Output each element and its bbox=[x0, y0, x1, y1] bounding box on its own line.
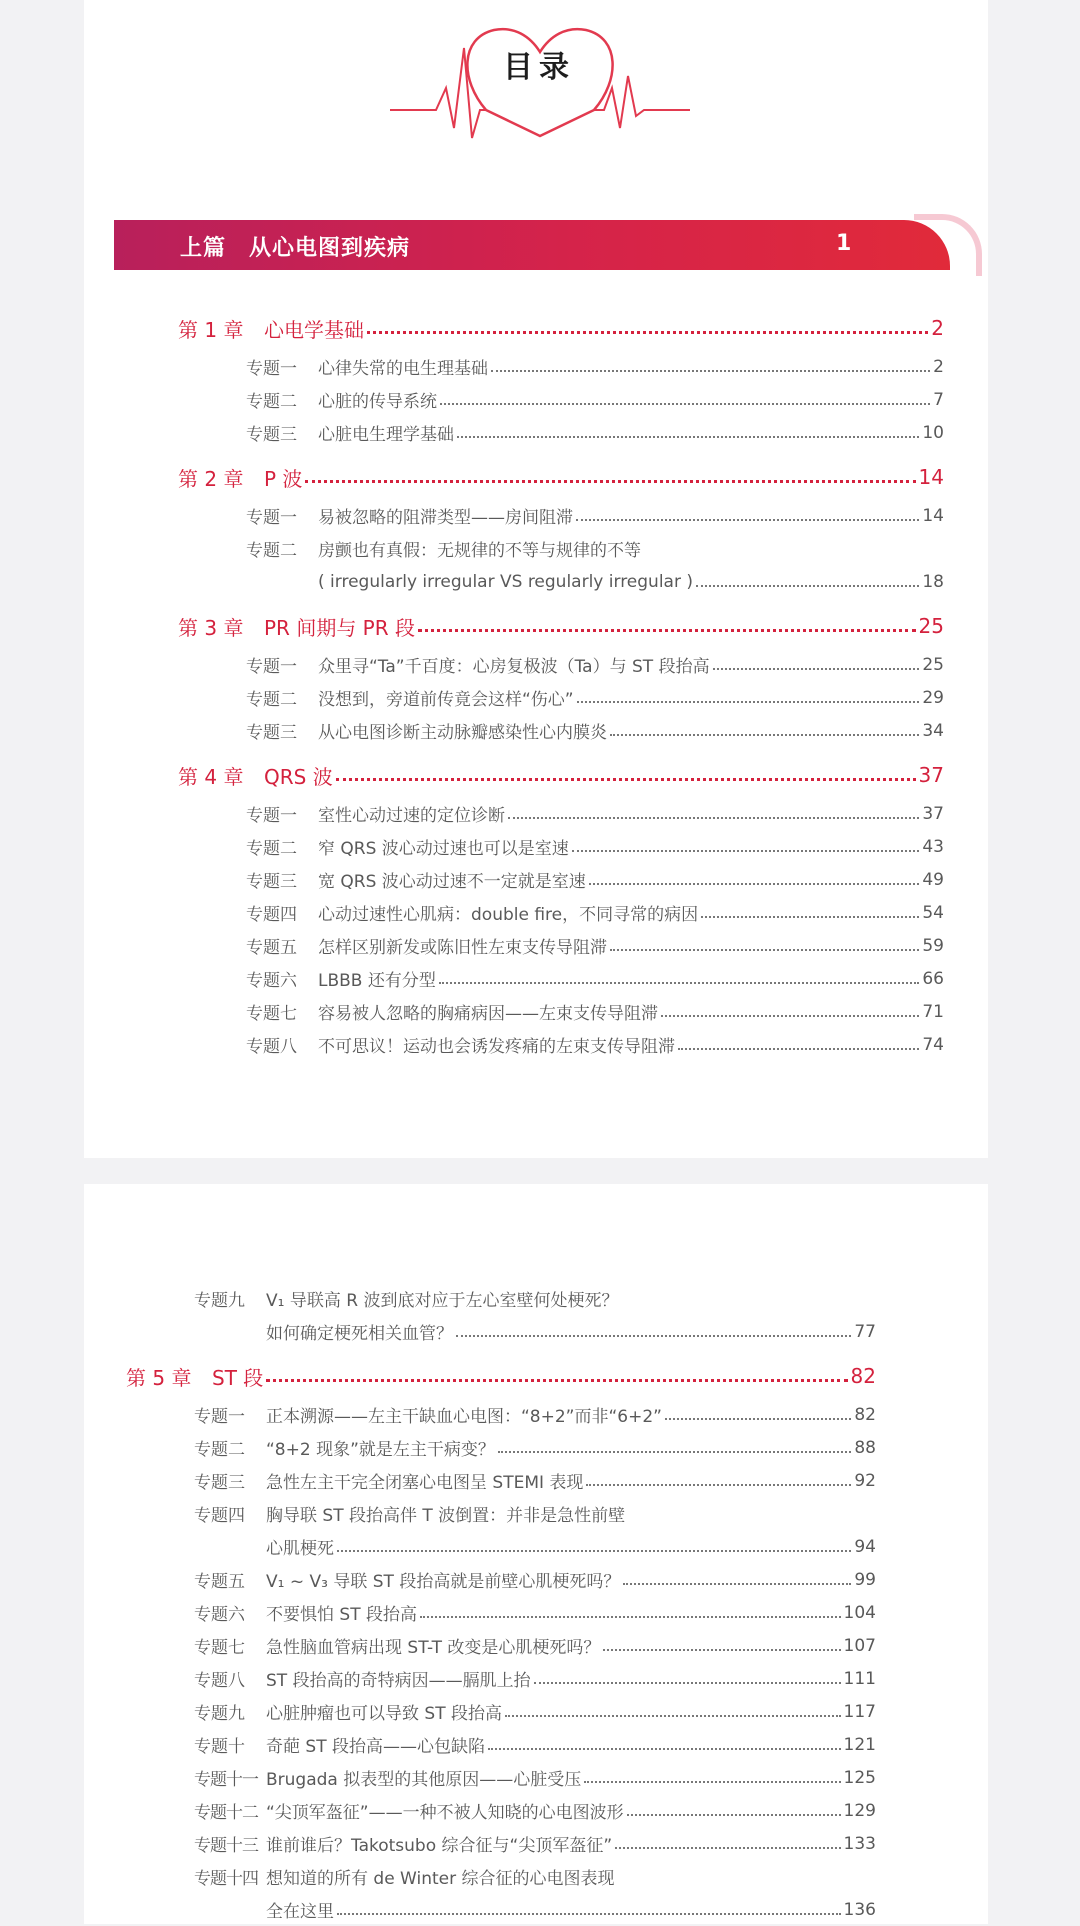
leader-dots bbox=[623, 1583, 851, 1585]
topic-number: 专题二 bbox=[246, 690, 297, 710]
topic-title: 急性左主干完全闭塞心电图呈 STEMI 表现 bbox=[266, 1473, 584, 1493]
leader-dots bbox=[665, 1418, 851, 1420]
page-number: 59 bbox=[922, 935, 944, 956]
toc-topic-row[interactable] bbox=[126, 1431, 876, 1464]
leader-dots bbox=[696, 585, 919, 587]
leader-dots bbox=[589, 883, 920, 885]
page-number: 34 bbox=[922, 720, 944, 741]
toc-topic-row[interactable] bbox=[126, 1629, 876, 1662]
topic-title: 正本溯源——左主干缺血心电图：“8+2”而非“6+2” bbox=[266, 1407, 662, 1427]
toc-chapter-row[interactable] bbox=[178, 753, 944, 797]
topic-number: 专题三 bbox=[246, 425, 297, 445]
topic-title: 易被忽略的阻滞类型——房间阻滞 bbox=[318, 508, 573, 528]
leader-dots bbox=[367, 331, 928, 334]
chapter-title: 心电学基础 bbox=[264, 317, 364, 342]
topic-title: V₁ 导联高 R 波到底对应于左心室壁何处梗死？ bbox=[266, 1291, 619, 1311]
topic-number: 专题八 bbox=[194, 1671, 245, 1691]
page-number: 107 bbox=[843, 1635, 876, 1656]
toc-topic-row[interactable] bbox=[178, 714, 944, 747]
toc-topic-row[interactable] bbox=[178, 830, 944, 863]
page-number: 37 bbox=[922, 803, 944, 824]
toc-topic-row[interactable] bbox=[178, 532, 944, 565]
chapter-title: QRS 波 bbox=[264, 764, 333, 789]
leader-dots bbox=[586, 1484, 851, 1486]
toc-topic-row[interactable] bbox=[178, 681, 944, 714]
page-number: 7 bbox=[933, 389, 944, 410]
chapter-title: ST 段 bbox=[212, 1365, 264, 1390]
chapter-number: 第 1 章 bbox=[178, 317, 244, 342]
topic-number: 专题一 bbox=[246, 806, 297, 826]
page-number: 25 bbox=[922, 654, 944, 675]
topic-title: 心脏肿瘤也可以导致 ST 段抬高 bbox=[266, 1704, 502, 1724]
page-number: 125 bbox=[843, 1767, 876, 1788]
leader-dots bbox=[491, 370, 930, 372]
topic-title: 心动过速性心肌病：double fire，不同寻常的病因 bbox=[318, 905, 699, 925]
topic-number: 专题十二 bbox=[194, 1803, 258, 1823]
toc-topic-row[interactable] bbox=[178, 350, 944, 383]
leader-dots bbox=[418, 629, 916, 632]
topic-number: 专题七 bbox=[194, 1638, 245, 1658]
page-number: 2 bbox=[933, 356, 944, 377]
toc-topic-row[interactable] bbox=[126, 1398, 876, 1431]
topic-title: 心律失常的电生理基础 bbox=[318, 359, 488, 379]
topic-number: 专题二 bbox=[194, 1440, 245, 1460]
topic-title: “尖顶军盔征”——一种不被人知晓的心电图波形 bbox=[266, 1803, 624, 1823]
toc-topic-row[interactable] bbox=[178, 565, 944, 598]
leader-dots bbox=[576, 519, 919, 521]
leader-dots bbox=[456, 1335, 851, 1337]
topic-number: 专题四 bbox=[194, 1506, 245, 1526]
toc-topic-row[interactable] bbox=[126, 1563, 876, 1596]
toc-topic-row[interactable] bbox=[178, 896, 944, 929]
page-number: 88 bbox=[854, 1437, 876, 1458]
leader-dots bbox=[498, 1451, 851, 1453]
leader-dots bbox=[627, 1814, 841, 1816]
topic-number: 专题一 bbox=[246, 657, 297, 677]
page-number: 82 bbox=[850, 1364, 876, 1388]
page-number: 66 bbox=[922, 968, 944, 989]
topic-title: 胸导联 ST 段抬高伴 T 波倒置：并非是急性前壁 bbox=[266, 1506, 626, 1526]
topic-number: 专题五 bbox=[246, 938, 297, 958]
topic-number: 专题二 bbox=[246, 541, 297, 561]
chapter-number: 第 2 章 bbox=[178, 466, 244, 491]
leader-dots bbox=[505, 1715, 841, 1717]
topic-number: 专题十四 bbox=[194, 1869, 258, 1889]
leader-dots bbox=[701, 916, 919, 918]
toc-title: 目录 bbox=[503, 50, 575, 85]
topic-number: 专题一 bbox=[194, 1407, 245, 1427]
toc-topic-row[interactable] bbox=[178, 416, 944, 449]
page-number: 99 bbox=[854, 1569, 876, 1590]
topic-number: 专题二 bbox=[246, 839, 297, 859]
topic-number: 专题六 bbox=[246, 971, 297, 991]
topic-title: 没想到，旁道前传竟会这样“伤心” bbox=[318, 690, 574, 710]
topic-title: 奇葩 ST 段抬高——心包缺陷 bbox=[266, 1737, 485, 1757]
topic-number: 专题六 bbox=[194, 1605, 245, 1625]
toc-topic-row[interactable] bbox=[178, 499, 944, 532]
leader-dots bbox=[713, 668, 920, 670]
leader-dots bbox=[266, 1379, 847, 1382]
topic-number: 专题五 bbox=[194, 1572, 245, 1592]
chapter-title: PR 间期与 PR 段 bbox=[264, 615, 415, 640]
toc-topic-row[interactable] bbox=[126, 1530, 876, 1563]
toc-topic-row[interactable] bbox=[126, 1282, 876, 1315]
chapter-number: 第 5 章 bbox=[126, 1365, 192, 1390]
page-number: 2 bbox=[931, 316, 944, 340]
toc-topic-row[interactable] bbox=[126, 1860, 876, 1893]
topic-number: 专题三 bbox=[246, 872, 297, 892]
page-number: 49 bbox=[922, 869, 944, 890]
chapter-number: 第 3 章 bbox=[178, 615, 244, 640]
toc-topic-row[interactable] bbox=[178, 962, 944, 995]
toc-topic-row[interactable] bbox=[178, 1028, 944, 1061]
toc-topic-row[interactable] bbox=[178, 995, 944, 1028]
topic-number: 专题七 bbox=[246, 1004, 297, 1024]
page-number: 117 bbox=[843, 1701, 876, 1722]
leader-dots bbox=[577, 701, 920, 703]
toc-topic-row[interactable] bbox=[178, 383, 944, 416]
toc-topic-row[interactable] bbox=[126, 1893, 876, 1926]
toc-topic-row[interactable] bbox=[178, 797, 944, 830]
page-number: 94 bbox=[854, 1536, 876, 1557]
topic-number: 专题九 bbox=[194, 1291, 245, 1311]
page-number: 14 bbox=[922, 505, 944, 526]
toc-chapter-row[interactable] bbox=[178, 604, 944, 648]
toc-list bbox=[84, 300, 944, 1061]
page-number: 74 bbox=[922, 1034, 944, 1055]
page-number: 129 bbox=[843, 1800, 876, 1821]
leader-dots bbox=[572, 850, 920, 852]
topic-number: 专题十一 bbox=[194, 1770, 258, 1790]
toc-page-2 bbox=[84, 1184, 988, 1924]
toc-topic-row[interactable] bbox=[126, 1497, 876, 1530]
page-number: 54 bbox=[922, 902, 944, 923]
page-number: 133 bbox=[843, 1833, 876, 1854]
topic-number: 专题十 bbox=[194, 1737, 245, 1757]
toc-page-1 bbox=[84, 0, 988, 1158]
toc-topic-row[interactable] bbox=[126, 1728, 876, 1761]
leader-dots bbox=[457, 436, 919, 438]
page-number: 18 bbox=[922, 571, 944, 592]
leader-dots bbox=[439, 982, 919, 984]
toc-topic-row[interactable] bbox=[126, 1794, 876, 1827]
toc-topic-row[interactable] bbox=[126, 1662, 876, 1695]
topic-title: 众里寻“Ta”千百度：心房复极波（Ta）与 ST 段抬高 bbox=[318, 657, 710, 677]
page-number: 92 bbox=[854, 1470, 876, 1491]
part-page-number: 1 bbox=[836, 231, 852, 256]
leader-dots bbox=[488, 1748, 841, 1750]
leader-dots bbox=[678, 1048, 919, 1050]
topic-title: 心脏的传导系统 bbox=[318, 392, 437, 412]
toc-topic-row[interactable] bbox=[126, 1761, 876, 1794]
page-number: 136 bbox=[843, 1899, 876, 1920]
page-number: 71 bbox=[922, 1001, 944, 1022]
leader-dots bbox=[336, 778, 916, 781]
page-number: 77 bbox=[854, 1321, 876, 1342]
leader-dots bbox=[440, 403, 930, 405]
topic-number: 专题三 bbox=[246, 723, 297, 743]
topic-number: 专题十三 bbox=[194, 1836, 258, 1856]
toc-chapter-row[interactable] bbox=[178, 306, 944, 350]
chapter-number: 第 4 章 bbox=[178, 764, 244, 789]
topic-title: 不可思议！运动也会诱发疼痛的左束支传导阻滞 bbox=[318, 1037, 675, 1057]
leader-dots bbox=[337, 1550, 851, 1552]
leader-dots bbox=[305, 480, 915, 483]
topic-title: 急性脑血管病出现 ST-T 改变是心肌梗死吗？ bbox=[266, 1638, 601, 1658]
page-number: 14 bbox=[918, 465, 944, 489]
toc-topic-row[interactable] bbox=[126, 1827, 876, 1860]
toc-topic-row[interactable] bbox=[178, 648, 944, 681]
toc-topic-row[interactable] bbox=[126, 1464, 876, 1497]
toc-topic-row[interactable] bbox=[126, 1596, 876, 1629]
topic-title: 怎样区别新发或陈旧性左束支传导阻滞 bbox=[318, 938, 607, 958]
leader-dots bbox=[337, 1913, 841, 1915]
topic-title: 室性心动过速的定位诊断 bbox=[318, 806, 505, 826]
topic-title: 从心电图诊断主动脉瓣感染性心内膜炎 bbox=[318, 723, 607, 743]
leader-dots bbox=[615, 1847, 840, 1849]
topic-title: 宽 QRS 波心动过速不一定就是室速 bbox=[318, 872, 586, 892]
leader-dots bbox=[420, 1616, 841, 1618]
leader-dots bbox=[534, 1682, 841, 1684]
leader-dots bbox=[610, 949, 919, 951]
leader-dots bbox=[610, 734, 919, 736]
page-number: 121 bbox=[843, 1734, 876, 1755]
toc-topic-row[interactable] bbox=[126, 1315, 876, 1348]
topic-title: 不要惧怕 ST 段抬高 bbox=[266, 1605, 417, 1625]
toc-topic-row[interactable] bbox=[126, 1695, 876, 1728]
topic-title: ST 段抬高的奇特病因——膈肌上抬 bbox=[266, 1671, 531, 1691]
page-number: 29 bbox=[922, 687, 944, 708]
topic-title: ( irregularly irregular VS regularly irregular ) bbox=[318, 571, 693, 592]
leader-dots bbox=[508, 817, 919, 819]
toc-topic-row[interactable] bbox=[178, 929, 944, 962]
page-number: 25 bbox=[918, 614, 944, 638]
page-number: 43 bbox=[922, 836, 944, 857]
leader-dots bbox=[603, 1649, 840, 1651]
part-title: 上篇 从心电图到疾病 bbox=[180, 236, 411, 261]
topic-number: 专题三 bbox=[194, 1473, 245, 1493]
topic-title: LBBB 还有分型 bbox=[318, 971, 436, 991]
topic-title: 容易被人忽略的胸痛病因——左束支传导阻滞 bbox=[318, 1004, 658, 1024]
topic-number: 专题一 bbox=[246, 508, 297, 528]
topic-title: 全在这里 bbox=[266, 1902, 334, 1922]
topic-title: “8+2 现象”就是左主干病变？ bbox=[266, 1440, 495, 1460]
leader-dots bbox=[584, 1781, 840, 1783]
topic-number: 专题九 bbox=[194, 1704, 245, 1724]
topic-number: 专题二 bbox=[246, 392, 297, 412]
topic-title: 想知道的所有 de Winter 综合征的心电图表现 bbox=[266, 1869, 615, 1889]
toc-list bbox=[84, 1282, 876, 1926]
topic-title: Brugada 拟表型的其他原因——心脏受压 bbox=[266, 1770, 582, 1790]
page-number: 82 bbox=[854, 1404, 876, 1425]
chapter-title: P 波 bbox=[264, 466, 303, 491]
page-number: 111 bbox=[843, 1668, 876, 1689]
leader-dots bbox=[661, 1015, 919, 1017]
topic-number: 专题八 bbox=[246, 1037, 297, 1057]
topic-title: 心肌梗死 bbox=[266, 1539, 334, 1559]
toc-chapter-row[interactable] bbox=[178, 455, 944, 499]
topic-title: V₁ ~ V₃ 导联 ST 段抬高就是前壁心肌梗死吗？ bbox=[266, 1572, 621, 1592]
topic-title: 窄 QRS 波心动过速也可以是室速 bbox=[318, 839, 569, 859]
topic-number: 专题四 bbox=[246, 905, 297, 925]
page-number: 10 bbox=[922, 422, 944, 443]
toc-chapter-row[interactable] bbox=[126, 1354, 876, 1398]
toc-topic-row[interactable] bbox=[178, 863, 944, 896]
page-number: 37 bbox=[918, 763, 944, 787]
topic-title: 心脏电生理学基础 bbox=[318, 425, 454, 445]
topic-number: 专题一 bbox=[246, 359, 297, 379]
topic-title: 如何确定梗死相关血管？ bbox=[266, 1324, 453, 1344]
topic-title: 谁前谁后？Takotsubo 综合征与“尖顶军盔征” bbox=[266, 1836, 613, 1856]
page-number: 104 bbox=[843, 1602, 876, 1623]
topic-title: 房颤也有真假：无规律的不等与规律的不等 bbox=[318, 541, 641, 561]
